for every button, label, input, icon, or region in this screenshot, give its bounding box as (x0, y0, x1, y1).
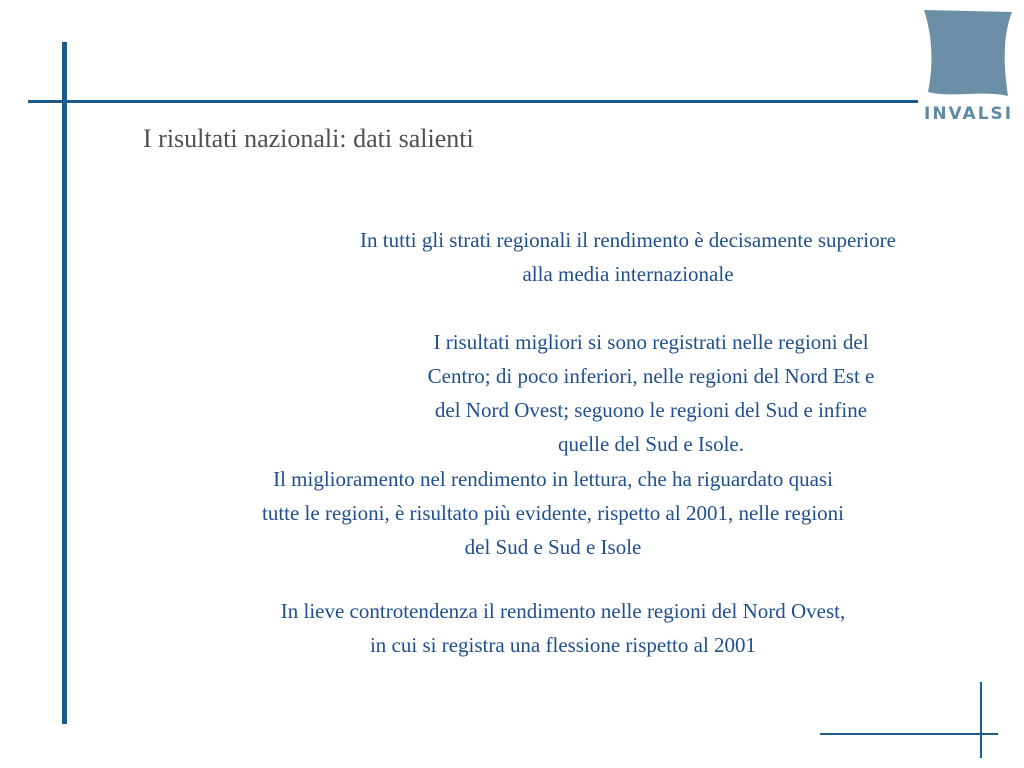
text-line: in cui si registra una flessione rispetto al 2001 (369, 633, 757, 657)
paragraph-best-results (320, 325, 982, 461)
text-line: del Sud e Sud e Isole (464, 535, 642, 559)
horizontal-rule (28, 100, 918, 103)
text-line: del Nord Ovest; seguono le regioni del Sud e infine (434, 398, 868, 422)
text-line: In lieve controtendenza il rendimento nelle regioni del Nord Ovest, (280, 599, 846, 623)
paragraph-regional-performance (236, 223, 1020, 291)
text-line: Il miglioramento nel rendimento in lettura, che ha riguardato quasi (273, 467, 833, 491)
text-line: quelle del Sud e Isole. (557, 432, 745, 456)
vertical-rule (62, 42, 67, 724)
corner-vertical-rule (980, 682, 982, 758)
text-line: I risultati migliori si sono registrati nelle regioni del (433, 330, 869, 354)
paragraph-countertrend (130, 594, 996, 662)
flag-icon (922, 8, 1016, 100)
logo-text: INVALSI (924, 104, 1014, 124)
text-line: In tutti gli strati regionali il rendimento è decisamente superiore (360, 228, 896, 252)
text-line: Centro; di poco inferiori, nelle regioni del Nord Est e (427, 364, 875, 388)
corner-horizontal-rule (820, 733, 998, 735)
invalsi-logo (922, 8, 1016, 126)
page-title: I risultati nazionali: dati salienti (143, 124, 474, 153)
text-line: tutte le regioni, è risultato più evidente, rispetto al 2001, nelle regioni (261, 501, 844, 525)
text-line: alla media internazionale (522, 262, 734, 286)
paragraph-improvement (120, 462, 986, 564)
